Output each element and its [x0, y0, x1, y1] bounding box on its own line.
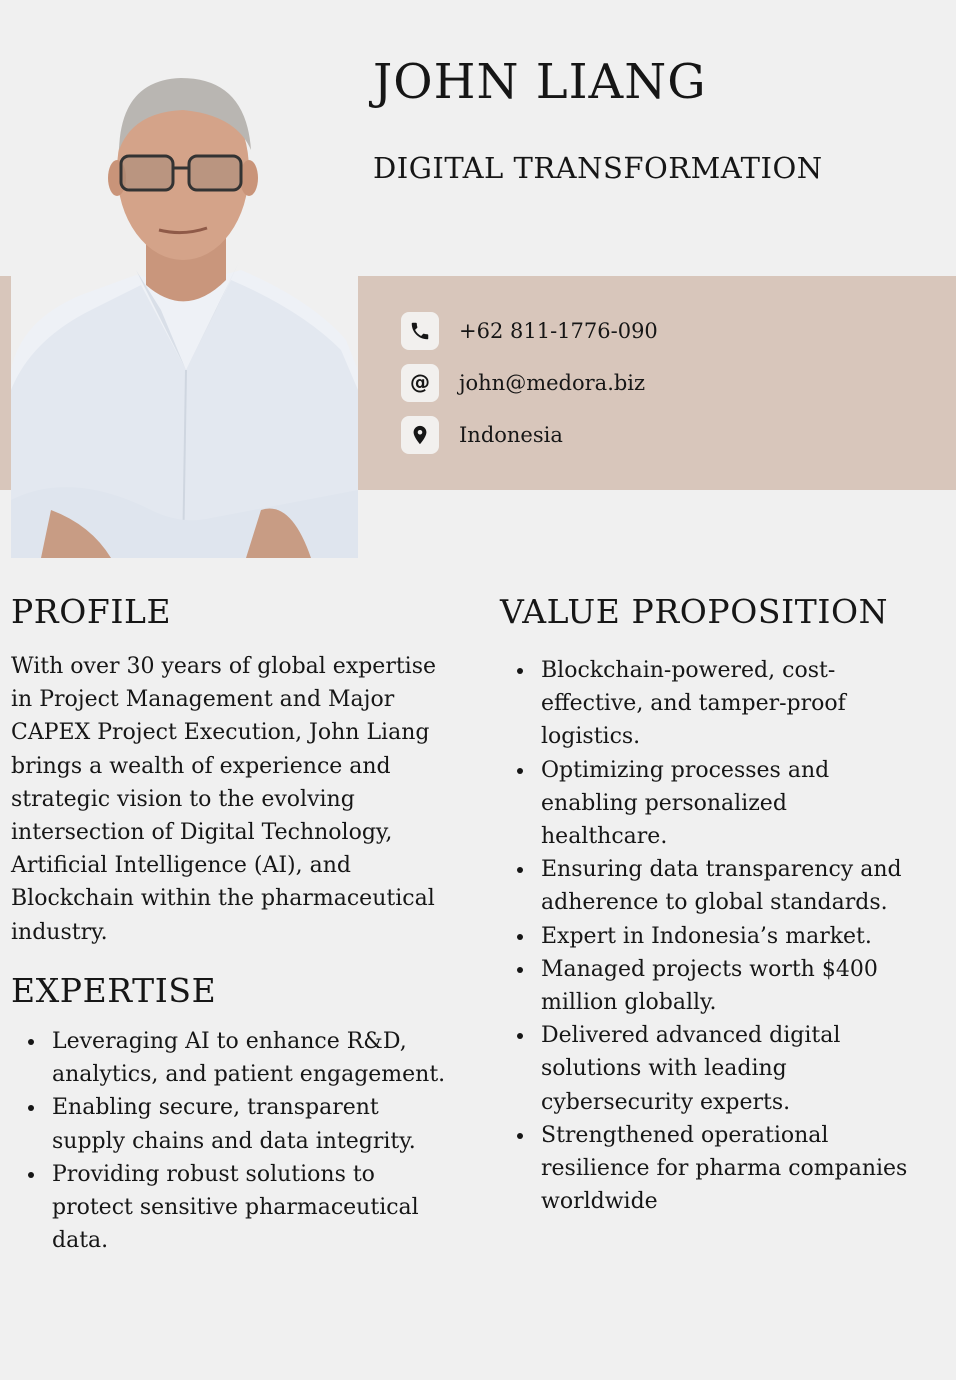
list-item: Ensuring data transparency and adherence to global standards.: [500, 853, 920, 919]
contact-email[interactable]: john@medora.biz: [459, 371, 646, 395]
value-proposition-title: VALUE PROPOSITION: [500, 592, 889, 631]
list-item: Managed projects worth $400 million globally.: [500, 953, 920, 1019]
value-proposition-list: [500, 654, 920, 1218]
list-item: Providing robust solutions to protect sensitive pharmaceutical data.: [11, 1158, 447, 1258]
at-icon: [401, 364, 439, 402]
contact-email-row[interactable]: [401, 364, 645, 402]
contact-phone-row[interactable]: [401, 312, 658, 350]
profile-text: With over 30 years of global expertise in Project Management and Major CAPEX Project Execution, John Liang brings a wealth of experience and strategic vision to the evolving intersection of Digital Technology, Artificial Intelligence (AI), and Blockchain within the pharmaceutical industry.: [11, 654, 437, 945]
list-item: Expert in Indonesia’s market.: [500, 920, 920, 953]
expertise-list: [11, 1025, 447, 1257]
list-item: Leveraging AI to enhance R&D, analytics, and patient engagement.: [11, 1025, 447, 1091]
profile-title: PROFILE: [11, 592, 172, 631]
location-pin-icon: [401, 416, 439, 454]
person-name: JOHN LIANG: [373, 54, 707, 110]
contact-location: Indonesia: [459, 423, 563, 447]
list-item: Enabling secure, transparent supply chains and data integrity.: [11, 1091, 447, 1157]
phone-icon: [401, 312, 439, 350]
portrait-illustration: [11, 70, 358, 558]
list-item: Optimizing processes and enabling personalized healthcare.: [500, 754, 920, 854]
svg-text:@: @: [410, 371, 430, 394]
list-item: Blockchain-powered, cost-effective, and tamper-proof logistics.: [500, 654, 920, 754]
contact-phone[interactable]: +62 811-1776-090: [459, 319, 658, 343]
contact-location-row: [401, 416, 563, 454]
expertise-title: EXPERTISE: [11, 971, 217, 1010]
profile-photo: [11, 70, 358, 558]
list-item: Delivered advanced digital solutions with leading cybersecurity experts.: [500, 1019, 920, 1119]
person-role: DIGITAL TRANSFORMATION: [373, 151, 823, 185]
list-item: Strengthened operational resilience for pharma companies worldwide: [500, 1119, 920, 1219]
